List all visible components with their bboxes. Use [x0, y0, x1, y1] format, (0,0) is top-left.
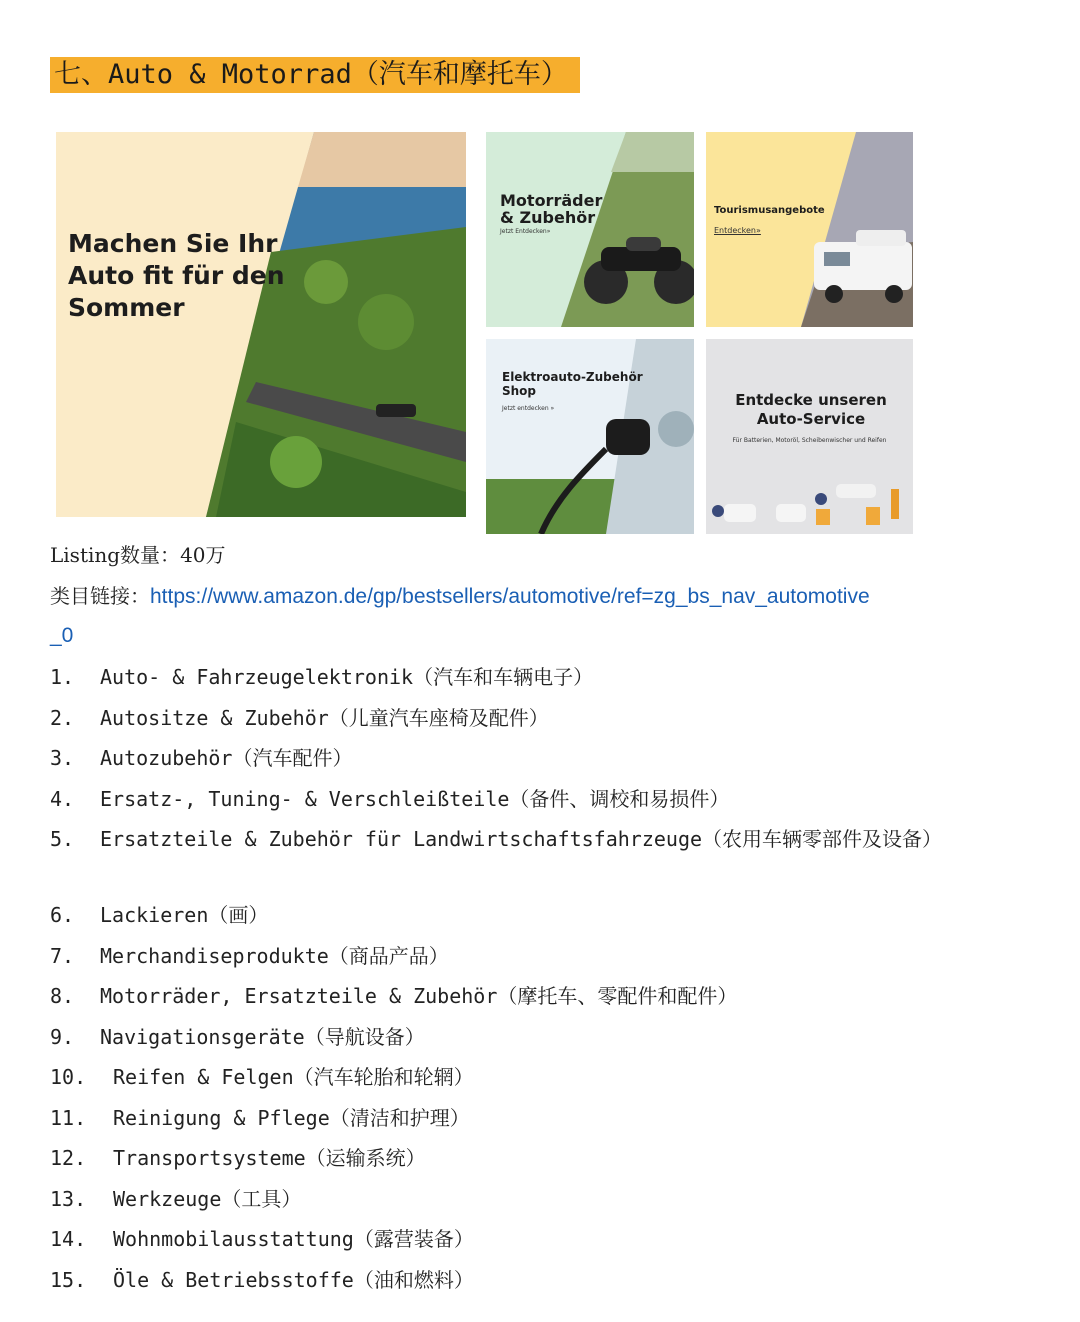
banner-service-subtitle: Für Batterien, Motoröl, Scheibenwischer und Reifen [732, 437, 887, 444]
banner-summer-title: Machen Sie Ihr Auto fit für den Sommer [68, 229, 285, 322]
list-item-text: Motorräder, Ersatzteile & Zubehör（摩托车、零配件和配件） [100, 984, 738, 1008]
banner-motorcycles[interactable] [486, 132, 694, 327]
banner-ev-title: Elektroauto-Zubehör Shop [502, 370, 643, 398]
category-list [50, 662, 1040, 1305]
banner-tourism-title: Tourismusangebote [714, 205, 825, 216]
list-item-number: 9. [50, 1024, 75, 1049]
list-item-number: 6. [50, 903, 75, 927]
banner-ev-cta[interactable]: Jetzt entdecken » [502, 405, 555, 412]
section-heading: 七、Auto & Motorrad（汽车和摩托车） [50, 57, 580, 93]
list-item [50, 662, 1040, 703]
banner-summer[interactable] [56, 132, 466, 517]
list-item [50, 981, 1040, 1022]
list-item-number: 2. [50, 705, 75, 730]
list-item-text: Öle & Betriebsstoffe（油和燃料） [113, 1267, 474, 1292]
listing-count [50, 541, 226, 569]
list-item [50, 900, 1040, 941]
banner-auto-service[interactable] [706, 339, 913, 534]
list-item-text: Lackieren（画） [100, 903, 269, 927]
banner-motorcycles-title: Motorräder & Zubehör [500, 191, 603, 227]
list-item-text: Transportsysteme（运输系统） [113, 1146, 426, 1170]
list-item-number: 12. [50, 1146, 87, 1170]
list-item [50, 1103, 1040, 1144]
list-item-text: Ersatz-, Tuning- & Verschleißteile（备件、调校和易损件） [100, 786, 730, 811]
category-link-row [50, 582, 870, 611]
list-item [50, 941, 1040, 982]
banner-tourism[interactable] [706, 132, 913, 327]
list-item [50, 819, 1040, 900]
list-item-number: 1. [50, 665, 75, 689]
list-item-number: 8. [50, 984, 75, 1008]
list-item-text: Navigationsgeräte（导航设备） [100, 1024, 425, 1049]
list-item [50, 1062, 1040, 1103]
list-item-number: 13. [50, 1186, 87, 1211]
list-item-number: 14. [50, 1227, 87, 1251]
list-item-number: 10. [50, 1065, 87, 1089]
list-item-text: Wohnmobilausstattung（露营装备） [113, 1227, 474, 1251]
list-item-number: 11. [50, 1105, 87, 1130]
list-item [50, 1265, 1040, 1306]
list-item [50, 1143, 1040, 1184]
list-item-number: 15. [50, 1267, 87, 1292]
list-item-number: 7. [50, 943, 75, 968]
ev-charger-image [486, 339, 694, 534]
banner-service-title: Entdecke unseren Auto-Service [735, 391, 887, 428]
listing-count-value: 40万 [180, 543, 226, 567]
list-item-text-wrapped [50, 819, 1040, 860]
list-item-text: Autozubehör（汽车配件） [100, 746, 353, 770]
banner-motorcycles-cta[interactable]: Jetzt Entdecken» [500, 228, 551, 235]
banner-ev-accessories[interactable] [486, 339, 694, 534]
list-item-text: Werkzeuge（工具） [113, 1186, 302, 1211]
category-link-label: 类目链接： [50, 584, 150, 608]
list-item-text: Auto- & Fahrzeugelektronik（汽车和车辆电子） [100, 665, 594, 689]
list-item-text: Reinigung & Pflege（清洁和护理） [113, 1105, 470, 1130]
summer-road-image [56, 132, 466, 517]
list-item-text: Ersatzteile & Zubehör für Landwirtschaftsfahrzeuge（农用车辆零部件及设备） [100, 827, 943, 851]
list-item [50, 784, 1040, 825]
list-item [50, 743, 1040, 784]
list-item [50, 1224, 1040, 1265]
category-link-url-tail[interactable]: _0 [50, 624, 74, 647]
list-item [50, 703, 1040, 744]
list-item-number: 3. [50, 746, 75, 770]
list-item [50, 1022, 1040, 1063]
list-item-text: Merchandiseprodukte（商品产品） [100, 943, 449, 968]
list-item-number: 4. [50, 786, 75, 811]
list-item-text: Reifen & Felgen（汽车轮胎和轮辋） [113, 1065, 474, 1089]
list-item-number: 5. [50, 827, 75, 851]
listing-count-label: Listing数量： [50, 543, 181, 567]
list-item-text: Autositze & Zubehör（儿童汽车座椅及配件） [100, 705, 549, 730]
list-item [50, 1184, 1040, 1225]
category-link-url[interactable]: https://www.amazon.de/gp/bestsellers/automotive/ref=zg_bs_nav_automotive [150, 585, 870, 608]
banner-tourism-cta[interactable]: Entdecken» [714, 226, 761, 235]
